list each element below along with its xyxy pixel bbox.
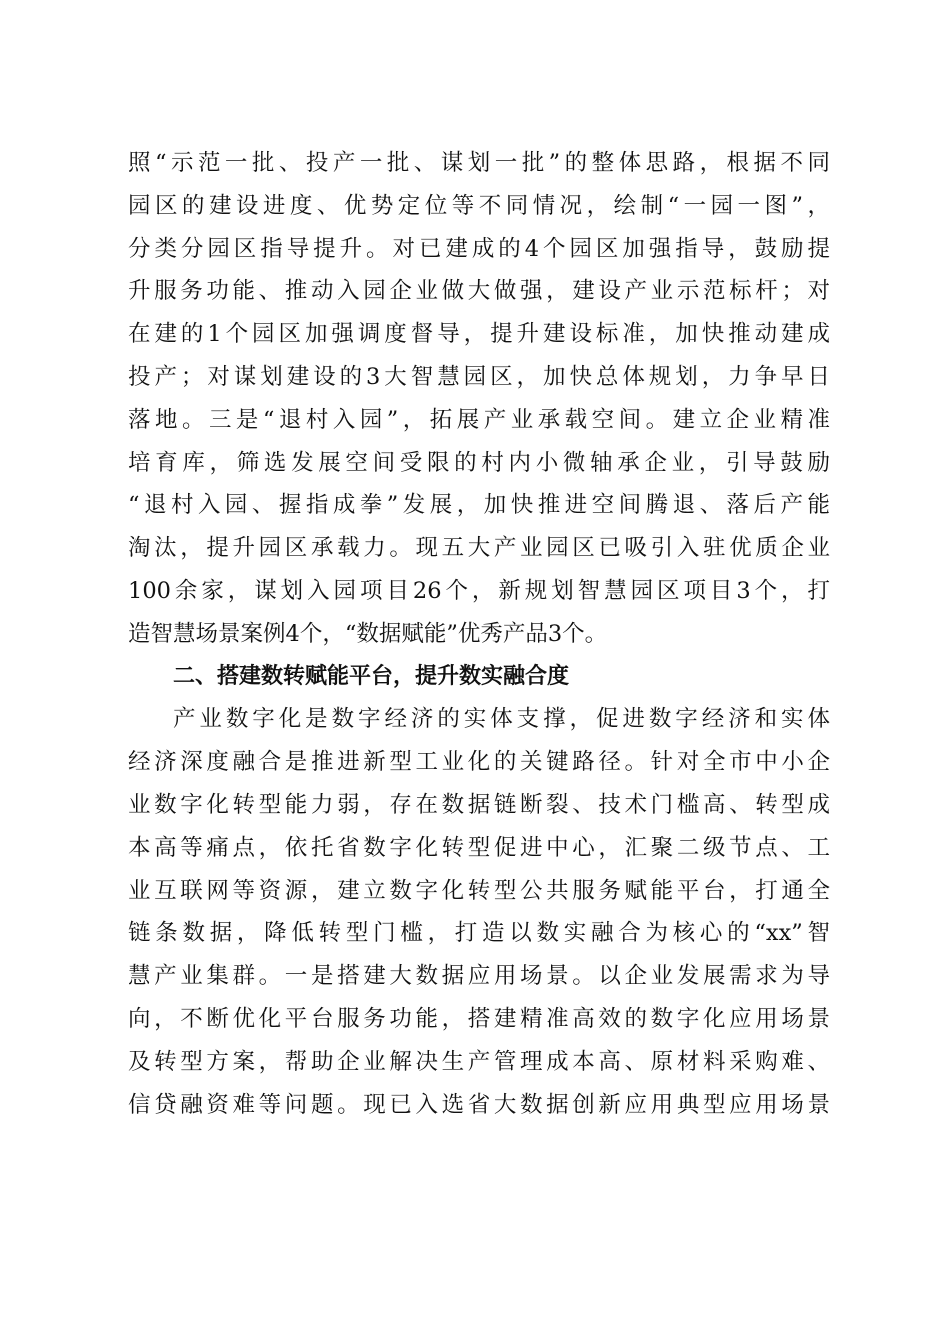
text-line: 落地。三是“退村入园”，拓展产业承载空间。建立企业精准: [128, 406, 830, 433]
text-line: 园区的建设进度、优势定位等不同情况，绘制“一园一图”，: [128, 192, 830, 219]
text-line: 分类分园区指导提升。对已建成的4个园区加强指导，鼓励提: [128, 235, 830, 262]
text-line: 淘汰，提升园区承载力。现五大产业园区已吸引入驻优质企业: [128, 535, 830, 562]
text-line: 本高等痛点，依托省数字化转型促进中心，汇聚二级节点、工: [128, 834, 830, 861]
text-line: 慧产业集群。一是搭建大数据应用场景。以企业发展需求为导: [128, 963, 830, 990]
text-line: 经济深度融合是推进新型工业化的关键路径。针对全市中小企: [128, 749, 830, 776]
paragraph-1: [128, 142, 830, 656]
text-line: 照“示范一批、投产一批、谋划一批”的整体思路，根据不同: [128, 150, 830, 176]
text-line: 及转型方案，帮助企业解决生产管理成本高、原材料采购难、: [128, 1048, 830, 1075]
text-line: 向，不断优化平台服务功能，搭建精准高效的数字化应用场景: [128, 1005, 830, 1032]
paragraph-2: [128, 698, 830, 1126]
text-line: “退村入园、握指成拳”发展，加快推进空间腾退、落后产能: [128, 492, 830, 519]
text-line: 培育库，筛选发展空间受限的村内小微轴承企业，引导鼓励: [128, 449, 830, 476]
text-line: 产业数字化是数字经济的实体支撑，促进数字经济和实体: [173, 706, 830, 733]
text-line: 100余家，谋划入园项目26个，新规划智慧园区项目3个，打: [128, 577, 830, 604]
text-line: 信贷融资难等问题。现已入选省大数据创新应用典型应用场景: [128, 1091, 830, 1118]
text-line: 业数字化转型能力弱，存在数据链断裂、技术门槛高、转型成: [128, 791, 830, 818]
text-line: 业互联网等资源，建立数字化转型公共服务赋能平台，打通全: [128, 877, 830, 904]
text-line: 链条数据，降低转型门槛，打造以数实融合为核心的“xx”智: [128, 920, 830, 947]
text-line: 造智慧场景案例4个，“数据赋能”优秀产品3个。: [128, 620, 608, 647]
text-line: 在建的1个园区加强调度督导，提升建设标准，加快推动建成: [128, 321, 830, 348]
text-line: 升服务功能、推动入园企业做大做强，建设产业示范标杆；对: [128, 278, 830, 305]
section-heading: 二、搭建数转赋能平台，提升数实融合度: [173, 663, 570, 689]
document-body: [128, 142, 830, 1126]
text-line: 投产；对谋划建设的3大智慧园区，加快总体规划，力争早日: [128, 363, 830, 390]
